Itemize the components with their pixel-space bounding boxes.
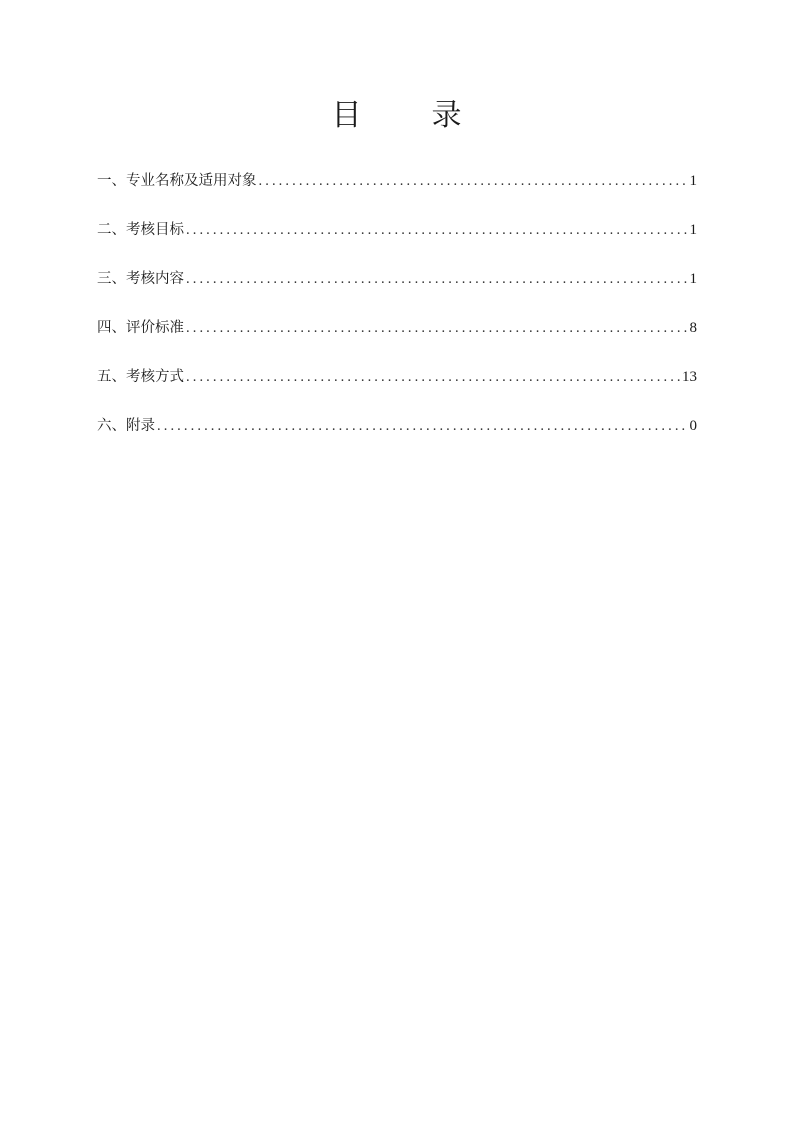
- toc-dot-leader: [186, 217, 688, 243]
- toc-entry-label: 一、专业名称及适用对象: [97, 173, 257, 189]
- toc-dot-leader: [186, 364, 680, 390]
- toc-entry[interactable]: [97, 217, 697, 266]
- toc-entry-page-number: 8: [689, 320, 697, 336]
- toc-dot-leader: [186, 266, 688, 292]
- toc-entry-page-number: 0: [689, 418, 697, 434]
- toc-dot-leader: [186, 315, 688, 341]
- toc-entry-page-number: 13: [682, 369, 697, 385]
- toc-title: 目 录: [331, 98, 482, 133]
- toc-dot-leader: [157, 413, 688, 439]
- toc-entry[interactable]: [97, 168, 697, 217]
- toc-entry[interactable]: [97, 364, 697, 413]
- toc-entry-label: 四、评价标准: [97, 320, 184, 336]
- toc-entry-page-number: 1: [689, 271, 697, 287]
- toc-dot-leader: [259, 168, 688, 194]
- toc-entry-label: 六、附录: [97, 418, 155, 434]
- toc-entry[interactable]: [97, 315, 697, 364]
- toc-entry[interactable]: [97, 266, 697, 315]
- toc-entry-page-number: 1: [689, 222, 697, 238]
- toc-entry-label: 二、考核目标: [97, 222, 184, 238]
- toc-entry-page-number: 1: [689, 173, 697, 189]
- toc-entry-label: 三、考核内容: [97, 271, 184, 287]
- toc-list: [97, 168, 697, 462]
- toc-entry[interactable]: [97, 413, 697, 462]
- toc-entry-label: 五、考核方式: [97, 369, 184, 385]
